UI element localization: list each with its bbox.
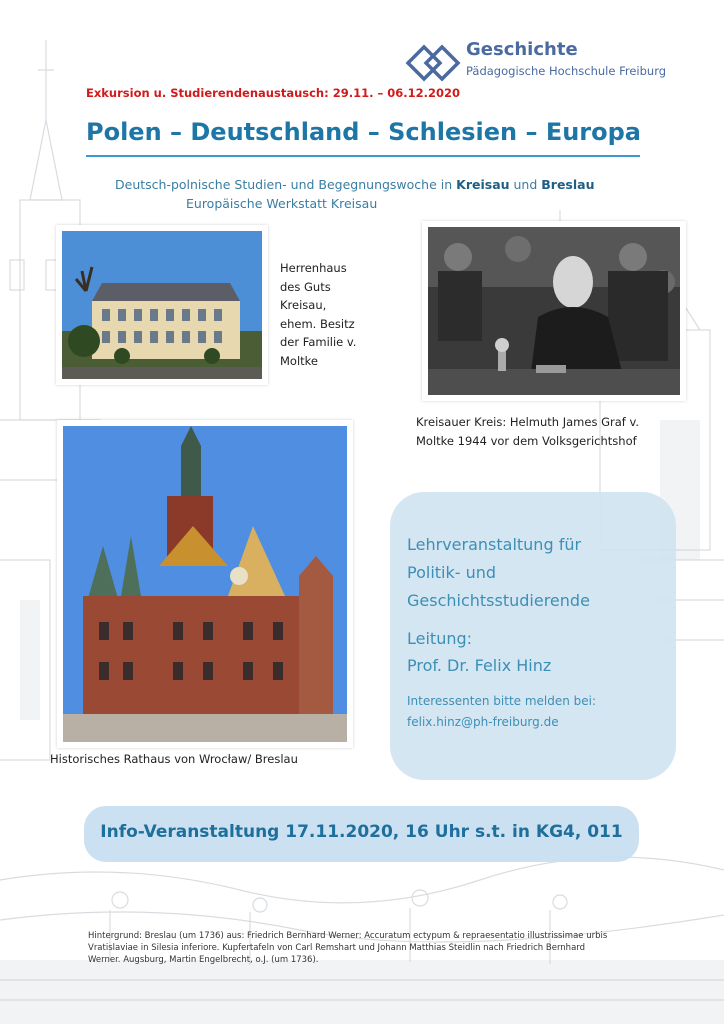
subtitle-place-kreisau: Kreisau	[456, 177, 510, 192]
background-credit: Hintergrund: Breslau (um 1736) aus: Friedrich Bernhard Werner: Accuratum ectypum & repraesentatio illustrissimae urbis Vratislaviae in Silesia inferiore. Kupfertafeln von Carl Remshart und Johann Matthias Steidlin nach Friedrich Bernhard Werner. Augsburg, Martin Engelbrecht, o.J. (um 1736).	[88, 931, 608, 965]
course-line: Lehrveranstaltung für	[407, 535, 582, 554]
lead-label: Leitung:	[407, 629, 473, 648]
subtitle-line-2: Europäische Werkstatt Kreisau	[186, 196, 378, 211]
page-title: Polen – Deutschland – Schlesien – Europa	[86, 118, 641, 146]
caption-line: der Familie v.	[280, 335, 357, 349]
subtitle-place-breslau: Breslau	[541, 177, 595, 192]
manor-photo-frame	[56, 225, 268, 385]
subtitle-text: Deutsch-polnische Studien- und Begegnungswoche in	[115, 177, 457, 192]
title-divider	[86, 155, 640, 157]
logo	[404, 38, 704, 88]
caption-line: ehem. Besitz	[280, 316, 355, 331]
moltke-photo-frame	[422, 221, 686, 401]
manor-house-photo	[62, 231, 262, 379]
caption-line: Herrenhaus	[280, 261, 347, 275]
logo-subtitle: Pädagogische Hochschule Freiburg	[466, 64, 667, 78]
subtitle-line-1	[115, 177, 595, 192]
course-line: Politik- und	[407, 563, 497, 582]
town-hall-photo-frame	[57, 420, 353, 748]
caption-line: Kreisauer Kreis: Helmuth James Graf v.	[416, 415, 640, 429]
contact-email-link[interactable]: felix.hinz@ph-freiburg.de	[407, 715, 559, 729]
event-info: Info-Veranstaltung 17.11.2020, 16 Uhr s.t. in KG4, 011	[100, 822, 623, 842]
subtitle-connector: und	[509, 177, 542, 192]
course-description	[407, 531, 667, 615]
manor-caption	[280, 259, 370, 370]
caption-line: Kreisau,	[280, 298, 327, 312]
caption-line: Moltke	[280, 353, 318, 368]
logo-title: Geschichte	[466, 39, 578, 60]
course-line: Geschichtsstudierende	[407, 591, 590, 610]
moltke-trial-photo	[428, 227, 680, 395]
moltke-caption	[416, 413, 639, 450]
logo-diamond-icon	[404, 40, 462, 86]
lead-name: Prof. Dr. Felix Hinz	[407, 656, 552, 675]
town-hall-photo	[63, 426, 347, 742]
contact-label: Interessenten bitte melden bei:	[407, 694, 597, 708]
caption-line: Moltke 1944 vor dem Volksgerichtshof	[416, 433, 637, 448]
town-hall-caption: Historisches Rathaus von Wrocław/ Breslau	[50, 752, 298, 766]
caption-line: des Guts	[280, 279, 331, 294]
excursion-dates: Exkursion u. Studierendenaustausch: 29.11. – 06.12.2020	[86, 86, 460, 100]
